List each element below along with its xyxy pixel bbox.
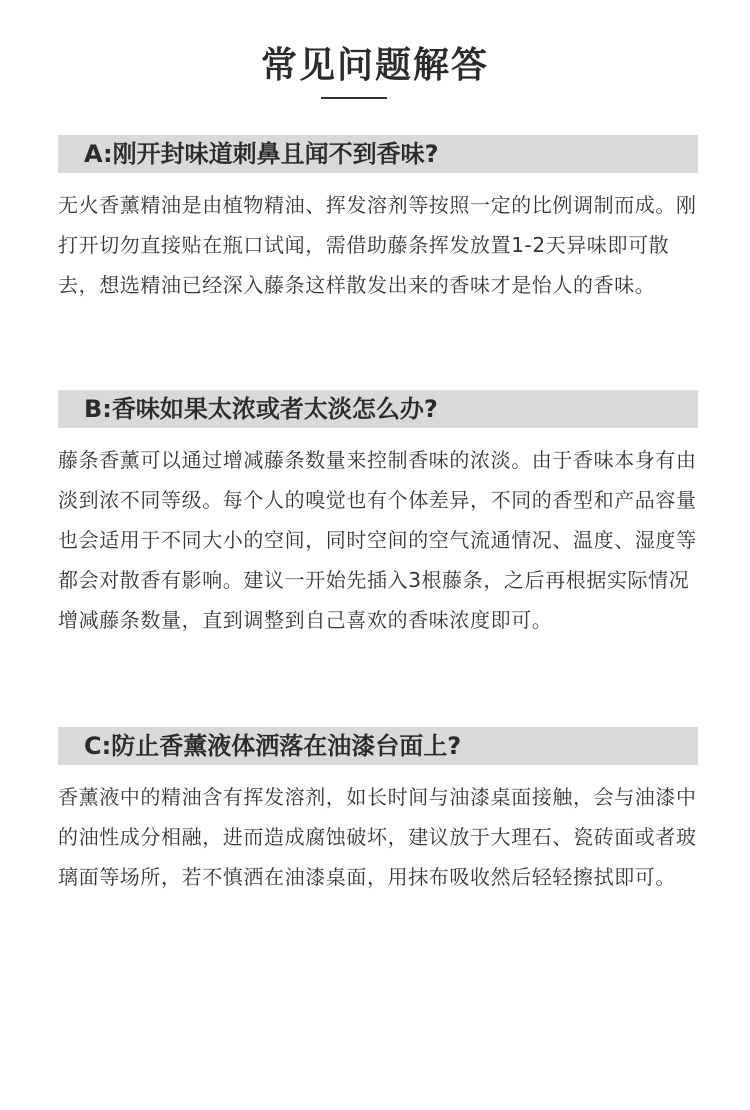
faq-section-c (58, 727, 698, 897)
faq-section-a (58, 135, 698, 305)
faq-question-a: A:刚开封味道刺鼻且闻不到香味? (58, 135, 698, 173)
faq-answer-a: 无火香薰精油是由植物精油、挥发溶剂等按照一定的比例调制而成。刚打开切勿直接贴在瓶口试闻，需借助藤条挥发放置1-2天异味即可散去，想选精油已经深入藤条这样散发出来的香味才是怡人的香味。 (58, 193, 697, 297)
title-underline (321, 97, 387, 99)
faq-question-c: C:防止香薰液体洒落在油漆台面上? (58, 727, 698, 765)
faq-answer-b: 藤条香薰可以通过增减藤条数量来控制香味的浓淡。由于香味本身有由淡到浓不同等级。每个人的嗅觉也有个体差异，不同的香型和产品容量也会适用于不同大小的空间，同时空间的空气流通情况、温度、湿度等都会对散香有影响。建议一开始先插入3根藤条，之后再根据实际情况增减藤条数量，直到调整到自己喜欢的香味浓度即可。 (58, 448, 697, 632)
faq-section-b (58, 390, 698, 640)
page-title: 常见问题解答 (260, 45, 489, 86)
faq-question-b: B:香味如果太浓或者太淡怎么办? (58, 390, 698, 428)
faq-answer-c: 香薰液中的精油含有挥发溶剂，如长时间与油漆桌面接触，会与油漆中的油性成分相融，进而造成腐蚀破坏，建议放于大理石、瓷砖面或者玻璃面等场所，若不慎洒在油漆桌面，用抹布吸收然后轻轻擦拭即可。 (58, 785, 697, 889)
